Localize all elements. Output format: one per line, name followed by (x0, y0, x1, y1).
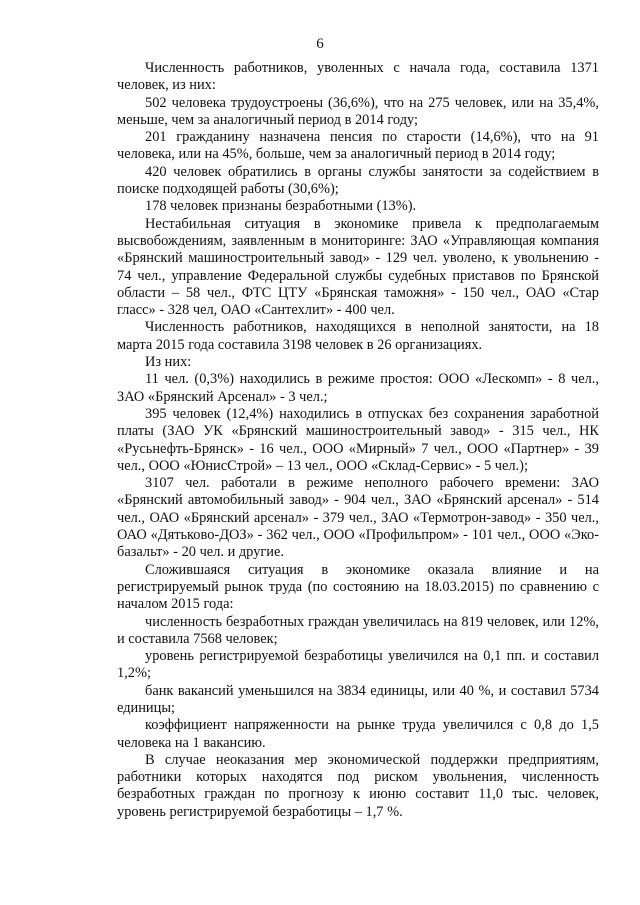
paragraph-labor-market-impact: Сложившаяся ситуация в экономике оказала влияние и на регистрируемый рынок труда (по состоянию на 18.03.2015) по сравнению с началом 2015 года: (117, 561, 599, 613)
paragraph-planned-releases: Нестабильная ситуация в экономике привела к предполагаемым высвобождениям, заявленным в мониторинге: ЗАО «Управляющая компания «Брянский машиностроительный завод» - 129 чел. уволено, к увольнению - 74 чел., управление Федеральной службы судебных приставов по Брянской области – 58 чел., ФТС ЦТУ «Брянская таможня» - 150 чел., ОАО «Стар гласс» - 328 чел, ОАО «Сантехлит» - 400 чел. (117, 215, 599, 319)
paragraph-unemployed-count: численность безработных граждан увеличилась на 819 человек, или 12%, и составила 7568 человек; (117, 613, 599, 647)
paragraph-dismissed-total: Численность работников, уволенных с начала года, составила 1371 человек, из них: (117, 60, 599, 94)
paragraph-vacancies: банк вакансий уменьшился на 3834 единицы, или 40 %, и составил 5734 единицы; (117, 682, 599, 716)
paragraph-tension-coefficient: коэффициент напряженности на рынке труда увеличился с 0,8 до 1,5 человека на 1 вакансию. (117, 717, 599, 751)
paragraph-unemployment-rate: уровень регистрируемой безработицы увеличился на 0,1 пп. и составил 1,2%; (117, 648, 599, 682)
paragraph-forecast: В случае неоказания мер экономической поддержки предприятиям, работники которых находятся под риском увольнения, численность безработных граждан по прогнозу к июню составит 11,0 тыс. человек, уровень регистрируемой безработицы – 1,7 %. (117, 751, 599, 820)
paragraph-employed: 502 человека трудоустроены (36,6%), что на 275 человек, или на 35,4%, меньше, чем за аналогичный период в 2014 году; (117, 94, 599, 128)
paragraph-unemployed-recognized: 178 человек признаны безработными (13%). (145, 198, 417, 215)
paragraph-pension: 201 гражданину назначена пенсия по старости (14,6%), что на 91 человека, или на 45%, больше, чем за аналогичный период в 2014 году; (117, 129, 599, 163)
paragraph-part-time: 3107 чел. работали в режиме неполного рабочего времени: ЗАО «Брянский автомобильный завод» - 904 чел., ЗАО «Брянский арсенал» - 514 чел., ОАО «Брянский арсенал» - 379 чел., ЗАО «Термотрон-завод» - 350 чел., ОАО «Дятьково-ДОЗ» - 362 чел., ООО «Профильпром» - 101 чел., ООО «Эко-базальт» - 20 чел. и другие. (117, 475, 599, 561)
page-number: 6 (316, 36, 324, 52)
paragraph-unpaid-leave: 395 человек (12,4%) находились в отпусках без сохранения заработной платы (ЗАО УК «Брянский машиностроительный завод» - 315 чел., НК «Русьнефть-Брянск» - 16 чел., ООО «Мирный» 7 чел., ООО «Партнер» - 39 чел., ООО «ЮнисСтрой» – 13 чел., ООО «Склад-Сервис» - 5 чел.); (117, 405, 599, 474)
paragraph-partial-employment: Численность работников, находящихся в неполной занятости, на 18 марта 2015 года составила 3198 человек в 26 организациях. (117, 319, 599, 353)
document-body (117, 60, 599, 821)
paragraph-employment-service: 420 человек обратились в органы службы занятости за содействием в поиске подходящей работы (30,6%); (117, 163, 599, 198)
paragraph-of-them: Из них: (145, 354, 192, 371)
paragraph-idle-mode: 11 чел. (0,3%) находились в режиме простоя: ООО «Лескомп» - 8 чел., ЗАО «Брянский Арсенал» - 3 чел.; (117, 371, 599, 405)
